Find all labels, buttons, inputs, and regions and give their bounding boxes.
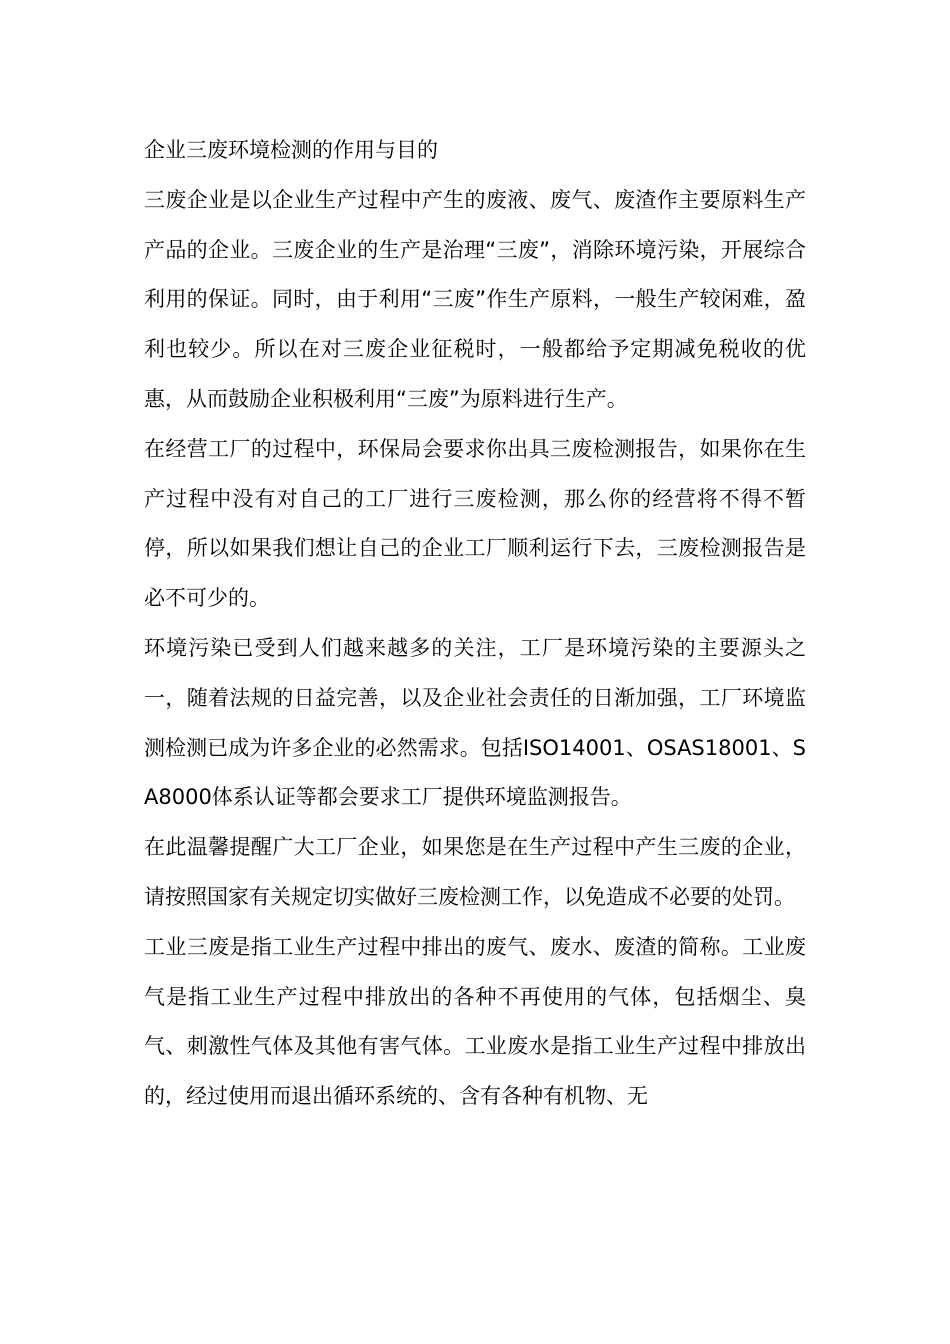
document-title: 企业三废环境检测的作用与目的 [144, 138, 438, 162]
paragraph-reminder: 在此温馨提醒广大工厂企业，如果您是在生产过程中产生三废的企业，请按照国家有关规定切实做好三废检测工作，以免造成不必要的处罚。 [144, 835, 806, 909]
paragraph-three-waste-enterprises: 三废企业是以企业生产过程中产生的废液、废气、废渣作主要原料生产产品的企业。三废企业的生产是治理“三废”，消除环境污染，开展综合利用的保证。同时，由于利用“三废”作生产原料，一般生产较闲难，盈利也较少。所以在对三废企业征税时，一般都给予定期减免税收的优惠，从而鼓励企业积极利用“三废”为原料进行生产。 [144, 187, 806, 411]
paragraph-industrial-waste-definition: 工业三废是指工业生产过程中排出的废气、废水、废渣的简称。工业废气是指工业生产过程中排放出的各种不再使用的气体，包括烟尘、臭气、刺激性气体及其他有害气体。工业废水是指工业生产过程中排放出的，经过使用而退出循环系统的、含有各种有机物、无 [144, 934, 806, 1109]
document-body [144, 126, 806, 1122]
paragraph-inspection-report: 在经营工厂的过程中，环保局会要求你出具三废检测报告，如果你在生产过程中没有对自己的工厂进行三废检测，那么你的经营将不得不暂停，所以如果我们想让自己的企业工厂顺利运行下去，三废检测报告是必不可少的。 [144, 436, 806, 611]
paragraph-environmental-monitoring: 环境污染已受到人们越来越多的关注，工厂是环境污染的主要源头之一，随着法规的日益完善，以及企业社会责任的日渐加强，工厂环境监测检测已成为许多企业的必然需求。包括ISO14001、OSAS18001、SA8000体系认证等都会要求工厂提供环境监测报告。 [144, 635, 806, 810]
